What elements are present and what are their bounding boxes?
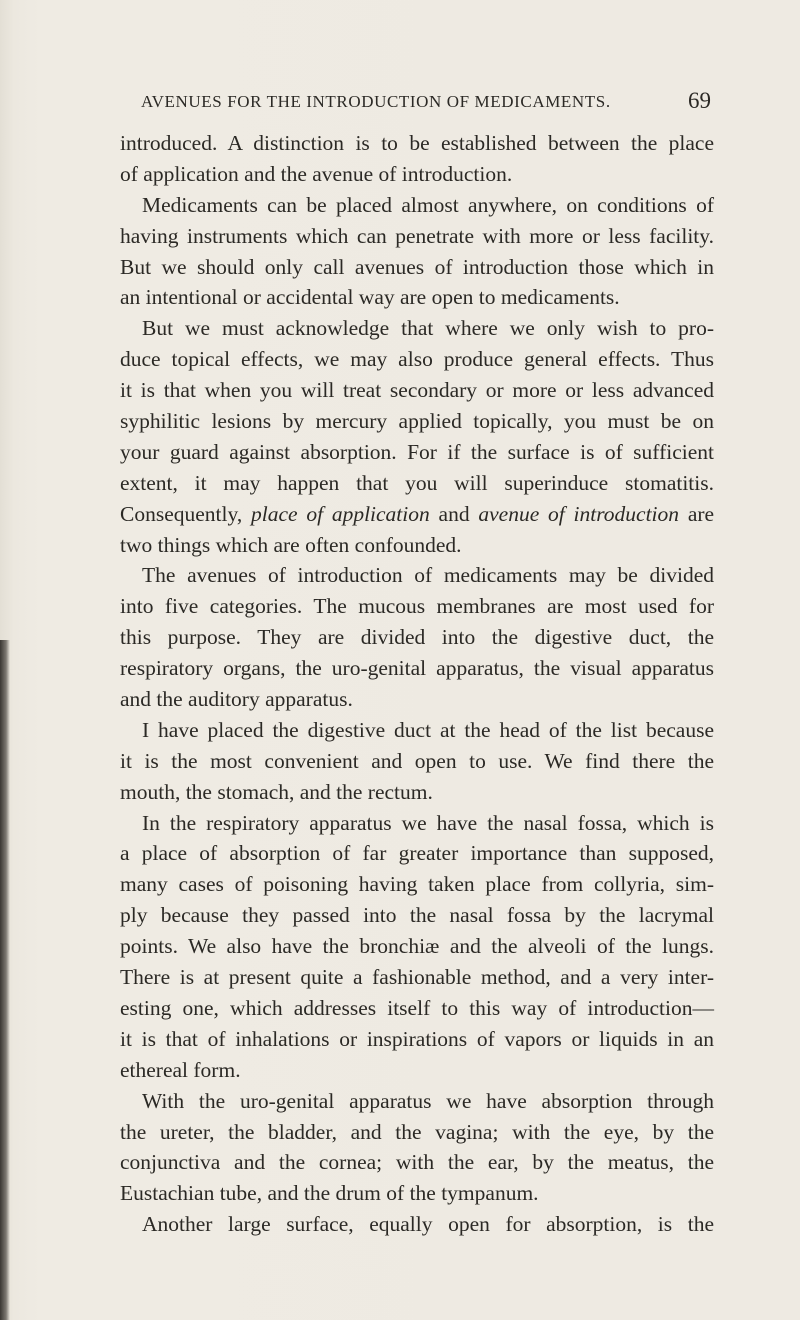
text-line: it is that when you will treat secondary or more or less advanced: [120, 378, 714, 403]
text-line: into five categories. The mucous membranes are most used for: [120, 594, 714, 619]
text-line: having instruments which can penetrate with more or less facility.: [120, 223, 714, 248]
text-line-with-emphasis: [120, 499, 714, 530]
text-line: the ureter, the bladder, and the vagina; with the eye, by the: [120, 1119, 714, 1144]
text-line: a place of absorption of far greater importance than supposed,: [120, 841, 714, 866]
text-line: Eustachian tube, and the drum of the tympanum.: [120, 1181, 539, 1206]
text-line: points. We also have the bronchiæ and the alveoli of the lungs.: [120, 934, 714, 959]
binding-shadow: [0, 640, 10, 1320]
text-segment: Consequently,: [120, 501, 243, 526]
text-line: ethereal form.: [120, 1057, 241, 1082]
text-segment: and: [438, 501, 470, 526]
page-number: 69: [688, 88, 711, 113]
text-line: and the auditory apparatus.: [120, 687, 353, 712]
running-title: AVENUES FOR THE INTRODUCTION OF MEDICAMENTS.: [141, 92, 611, 111]
text-line: There is at present quite a fashionable method, and a very inter-: [120, 965, 714, 990]
text-line: of application and the avenue of introduction.: [120, 161, 513, 186]
text-line: Medicaments can be placed almost anywhere, on conditions of: [142, 192, 714, 217]
text-line: an intentional or accidental way are open to medicaments.: [120, 285, 620, 310]
text-line: I have placed the digestive duct at the head of the list because: [142, 717, 714, 742]
text-line: it is the most convenient and open to use. We find there the: [120, 748, 714, 773]
text-line: syphilitic lesions by mercury applied topically, you must be on: [120, 409, 714, 434]
text-line: this purpose. They are divided into the digestive duct, the: [120, 625, 714, 650]
text-line: introduced. A distinction is to be established between the place: [120, 131, 714, 155]
text-line: But we should only call avenues of introduction those which in: [120, 254, 714, 279]
text-segment: are: [687, 501, 715, 526]
text-line: respiratory organs, the uro-genital apparatus, the visual apparatus: [120, 656, 714, 681]
emphasis-avenue-of-introduction: avenue of introduction: [478, 501, 680, 526]
text-line: With the uro-genital apparatus we have absorption through: [142, 1088, 714, 1113]
text-line: The avenues of introduction of medicaments may be divided: [142, 563, 714, 588]
text-line: it is that of inhalations or inspirations of vapors or liquids in an: [120, 1026, 714, 1051]
page-header: [141, 88, 711, 118]
text-line: Another large surface, equally open for absorption, is the: [142, 1212, 714, 1237]
text-line: mouth, the stomach, and the rectum.: [120, 779, 433, 804]
text-line: esting one, which addresses itself to this way of introduction—: [120, 995, 714, 1020]
text-line: many cases of poisoning having taken place from collyria, sim-: [120, 872, 714, 897]
text-line: conjunctiva and the cornea; with the ear, by the meatus, the: [120, 1150, 714, 1175]
text-line: extent, it may happen that you will superinduce stomatitis.: [120, 470, 714, 495]
body-text: [120, 128, 714, 1240]
text-line: But we must acknowledge that where we only wish to pro-: [142, 316, 714, 341]
text-line: two things which are often confounded.: [120, 532, 462, 557]
text-line: your guard against absorption. For if the surface is of sufficient: [120, 439, 714, 464]
text-line: ply because they passed into the nasal fossa by the lacrymal: [120, 903, 714, 928]
text-line: In the respiratory apparatus we have the nasal fossa, which is: [142, 810, 714, 835]
emphasis-place-of-application: place of application: [251, 501, 430, 526]
text-line: duce topical effects, we may also produce general effects. Thus: [120, 347, 714, 372]
